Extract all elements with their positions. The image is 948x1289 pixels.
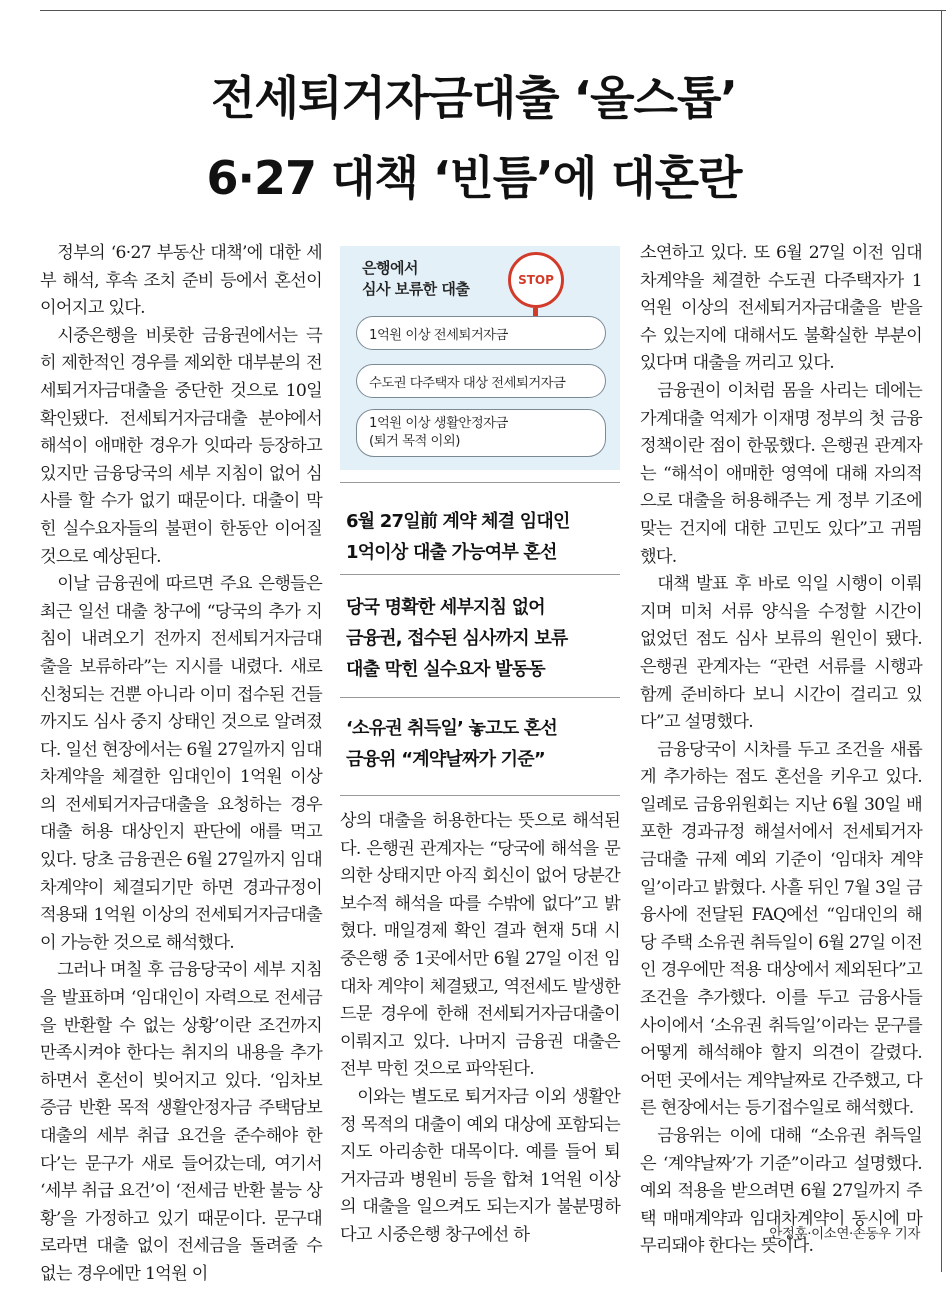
subheadline-2: 당국 명확한 세부지침 없어 금융권, 접수된 심사까지 보류 대출 막힌 실수요자 발동동 (346, 597, 568, 680)
stop-sign-icon: STOP (508, 252, 564, 308)
headline-line1: 전세퇴거자금대출 ‘올스톱’ (211, 71, 737, 125)
divider (340, 697, 620, 698)
graphic-item: 1억원 이상 전세퇴거자금 (356, 316, 606, 350)
graphic-item: 1억원 이상 생활안정자금 (퇴거 목적 이외) (356, 409, 606, 457)
byline: 안정훈·이소연·손동우 기자 (769, 1226, 920, 1242)
article-column-1 (40, 240, 322, 1289)
paragraph: 소연하고 있다. 또 6월 27일 이전 임대차계약을 체결한 수도권 다주택자가 1억원 이상의 전세퇴거자금대출을 받을 수 있는지에 대해서도 불확실한 부분이 있다며 대출을 꺼리고 있다. (640, 243, 922, 374)
graphic-title (362, 258, 469, 300)
paragraph: 이날 금융권에 따르면 주요 은행들은 최근 일선 대출 창구에 “당국의 추가 지침이 내려오기 전까지 전세퇴거자금대출을 보류하라”는 지시를 내렸다. 새로 신청되는 건뿐 아니라 이미 접수된 건들까지도 심사 중지 상태인 것으로 알려졌다. 일선 현장에서는 6월 27일까지 임대차계약을 체결한 임대인이 1억원 이상의 전세퇴거자금대출을 요청하는 경우 대출 허용 대상인지 판단에 애를 먹고 있다. 당초 금융권은 6월 27일까지 임대차계약이 체결되기만 하면 경과규정이 적용돼 1억원 이상의 전세퇴거자금대출이 가능한 것으로 해석했다. (40, 574, 322, 953)
paragraph: 금융당국이 시차를 두고 조건을 새롭게 추가하는 점도 혼선을 키우고 있다. 일례로 금융위원회는 지난 6월 30일 배포한 경과규정 해설서에서 전세퇴거자금대출 규제 예외 기준이 ‘임대차 계약일’이라고 밝혔다. 사흘 뒤인 7월 3일 금융사에 전달된 FAQ에선 “임대인의 해당 주택 소유권 취득일이 6월 27일 이전인 경우에만 적용 대상에서 제외된다”고 조건을 추가했다. 이를 두고 금융사들 사이에서 ‘소유권 취득일’이라는 문구를 어떻게 해석해야 할지 의견이 갈렸다. 어떤 곳에서는 계약날짜로 간주했고, 다른 현장에서는 등기접수일로 해석했다. (640, 739, 922, 1119)
subheadline-1: 6월 27일前 계약 체결 임대인 1억이상 대출 가능여부 혼선 (346, 511, 570, 563)
article-column-2 (340, 808, 620, 1250)
paragraph: 시중은행을 비롯한 금융권에서는 극히 제한적인 경우를 제외한 대부분의 전세퇴거자금대출을 중단한 것으로 10일 확인됐다. 전세퇴거자금대출 분야에서 해석이 애매한 경우가 잇따라 등장하고 있지만 금융당국의 세부 지침이 없어 심사를 할 수가 없기 때문이다. 대출이 막힌 실수요자들의 불편이 한동안 이어질 것으로 예상된다. (40, 325, 322, 567)
divider (340, 482, 620, 483)
headline-line2: 6·27 대책 ‘빈틈’에 대혼란 (206, 151, 742, 205)
stop-loan-graphic (340, 246, 620, 470)
divider (340, 795, 620, 796)
top-rule (40, 10, 946, 11)
paragraph: 상의 대출을 허용한다는 뜻으로 해석된다. 은행권 관계자는 “당국에 해석을 문의한 상태지만 아직 회신이 없어 당분간 보수적 해석을 따를 수밖에 없다”고 밝혔다. 매일경제 확인 결과 현재 5대 시중은행 중 1곳에서만 6월 27일 이전 임대차 계약이 체결됐고, 역전세도 발생한 드문 경우에 한해 전세퇴거자금대출이 이뤄지고 있다. 나머지 금융권 대출은 전부 막힌 것으로 파악된다. (340, 811, 620, 1080)
subheadline-3: ‘소유권 취득일’ 놓고도 혼선 금융위 “계약날짜가 기준” (346, 718, 557, 770)
paragraph: 정부의 ‘6·27 부동산 대책’에 대한 세부 해석, 후속 조치 준비 등에서 혼선이 이어지고 있다. (40, 243, 322, 319)
article-column-3 (640, 240, 922, 1261)
graphic-title-line1: 은행에서 (362, 259, 418, 277)
paragraph: 대책 발표 후 바로 익일 시행이 이뤄지며 미처 서류 양식을 수정할 시간이 없었던 점도 심사 보류의 원인이 됐다. 은행권 관계자는 “관련 서류를 시행과 함께 준비하다 보니 시간이 걸리고 있다”고 설명했다. (640, 574, 922, 733)
divider (340, 574, 620, 575)
paragraph: 그러나 며칠 후 금융당국이 세부 지침을 발표하며 ‘임대인이 자력으로 전세금을 반환할 수 없는 상황’이란 조건까지 만족시켜야 한다는 취지의 내용을 추가하면서 혼선이 빚어지고 있다. ‘임차보증금 반환 목적 생활안정자금 주택담보대출의 세부 취급 요건을 준수해야 한다’는 문구가 새로 들어갔는데, 여기서 ‘세부 취급 요건’이 ‘전세금 반환 불능 상황’을 가정하고 있기 때문이다. 문구대로라면 대출 없이 전세금을 돌려줄 수 없는 경우에만 1억원 이 (40, 960, 322, 1284)
graphic-title-line2: 심사 보류한 대출 (362, 280, 470, 298)
paragraph: 이와는 별도로 퇴거자금 이외 생활안정 목적의 대출이 예외 대상에 포함되는지도 아리송한 대목이다. 예를 들어 퇴거자금과 병원비 등을 합쳐 1억원 이상의 대출을 일으켜도 되는지가 불분명하다고 시중은행 창구에선 하 (340, 1086, 620, 1245)
paragraph: 금융위는 이에 대해 “소유권 취득일은 ‘계약날짜’가 기준”이라고 설명했다. 예외 적용을 받으려면 6월 27일까지 주택 매매계약과 임대차계약이 동시에 마무리돼야 한다는 뜻이다. (640, 1126, 922, 1257)
paragraph: 금융권이 이처럼 몸을 사리는 데에는 가계대출 억제가 이재명 정부의 첫 금융 정책이란 점이 한몫했다. 은행권 관계자는 “해석이 애매한 영역에 대해 자의적으로 대출을 허용해주는 게 정부 기조에 맞는 건지에 대한 고민도 있다”고 귀띔했다. (640, 380, 922, 567)
graphic-item: 수도권 다주택자 대상 전세퇴거자금 (356, 364, 606, 398)
